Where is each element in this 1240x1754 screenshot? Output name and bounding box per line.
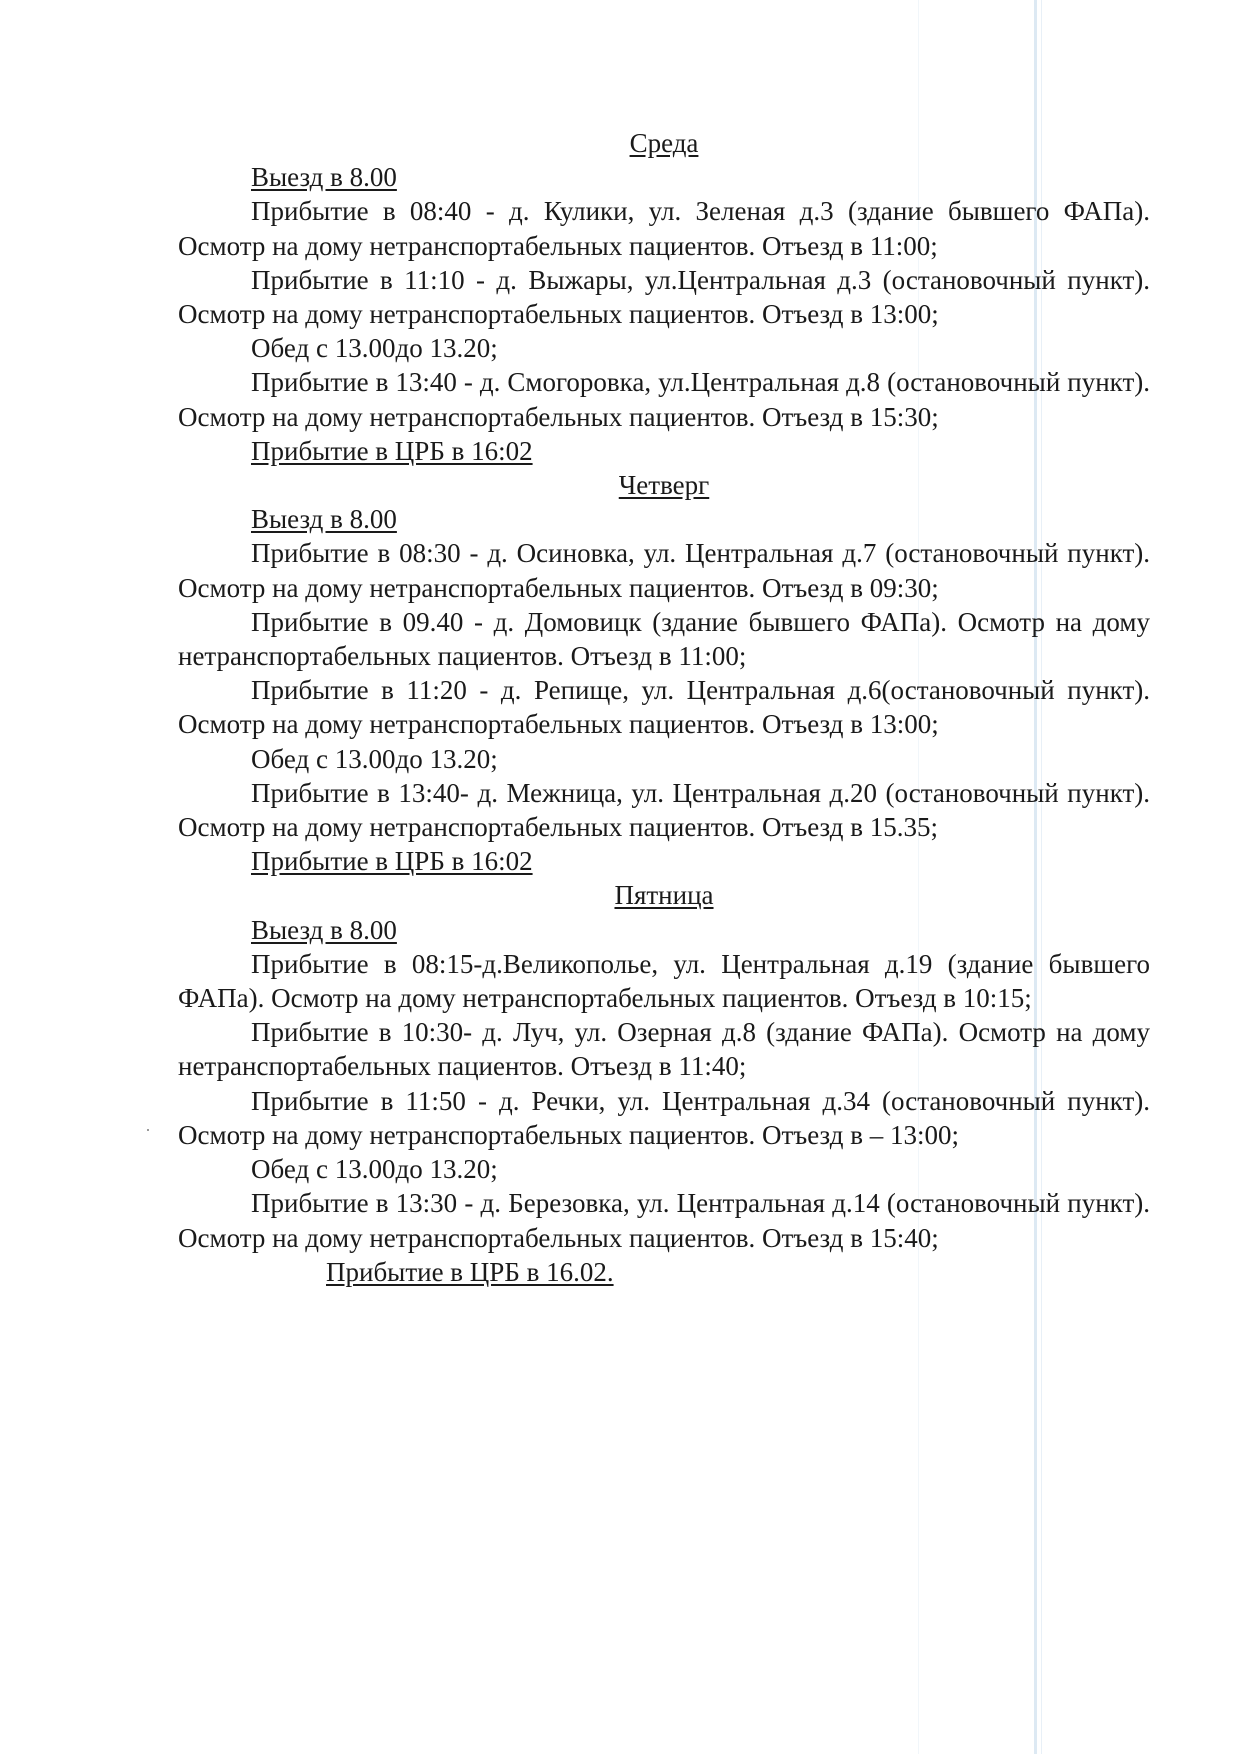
arrival-time: [178, 1255, 1150, 1289]
visit-entry: Прибытие в 13:30 - д. Березовка, ул. Центральная д.14 (остановочный пункт). Осмотр на дому нетранспортабельных пациентов. Отъезд в 15:40;: [178, 1188, 1150, 1253]
lunch-break: Обед с 13.00до 13.20;: [251, 743, 498, 774]
day-title: Среда: [629, 128, 699, 158]
visit-entry: Прибытие в 11:50 - д. Речки, ул. Центральная д.34 (остановочный пункт). Осмотр на дому нетранспортабельных пациентов. Отъезд в – 13:00;: [178, 1085, 1150, 1150]
day-title: Четверг: [618, 470, 710, 501]
day-section-friday: [178, 878, 1150, 1288]
day-section-thursday: [178, 468, 1150, 878]
arrival-text: Прибытие в ЦРБ в 16.02.: [326, 1256, 614, 1287]
visit-entry: Прибытие в 08:15-д.Великополье, ул. Центральная д.19 (здание бывшего ФАПа). Осмотр на дому нетранспортабельных пациентов. Отъезд в 10:15;: [178, 948, 1150, 1014]
arrival-time: [178, 844, 1150, 878]
arrival-text: Прибытие в ЦРБ в 16:02: [251, 846, 533, 877]
visit-entry: Прибытие в 09.40 - д. Домовицк (здание бывшего ФАПа). Осмотр на дому нетранспортабельных пациентов. Отъезд в 11:00;: [178, 606, 1150, 672]
visit-entry: Прибытие в 13:40 - д. Смогоровка, ул.Центральная д.8 (остановочный пункт). Осмотр на дому нетранспортабельных пациентов. Отъезд в 15:30;: [178, 367, 1150, 432]
arrival-text: Прибытие в ЦРБ в 16:02: [251, 435, 533, 466]
lunch-break: Обед с 13.00до 13.20;: [251, 1154, 498, 1185]
visit-entry: Прибытие в 11:20 - д. Репище, ул. Центральная д.6(остановочный пункт). Осмотр на дому нетранспортабельных пациентов. Отъезд в 13:00;: [178, 675, 1150, 740]
arrival-time: [178, 434, 1150, 468]
departure-time: Выезд в 8.00: [251, 504, 397, 535]
departure-time: Выезд в 8.00: [251, 914, 397, 945]
visit-entry: Прибытие в 08:40 - д. Кулики, ул. Зеленая д.3 (здание бывшего ФАПа). Осмотр на дому нетранспортабельных пациентов. Отъезд в 11:00;: [178, 196, 1150, 261]
visit-entry: Прибытие в 10:30- д. Луч, ул. Озерная д.8 (здание ФАПа). Осмотр на дому нетранспортабельных пациентов. Отъезд в 11:40;: [178, 1017, 1150, 1082]
visit-entry: Прибытие в 08:30 - д. Осиновка, ул. Центральная д.7 (остановочный пункт). Осмотр на дому нетранспортабельных пациентов. Отъезд в 09:30;: [178, 538, 1150, 603]
lunch-break: Обед с 13.00до 13.20;: [251, 333, 498, 364]
visit-entry: Прибытие в 13:40- д. Межница, ул. Центральная д.20 (остановочный пункт). Осмотр на дому нетранспортабельных пациентов. Отъезд в 15.35;: [178, 777, 1150, 843]
day-title: Пятница: [614, 880, 714, 911]
departure-time: Выезд в 8.00: [251, 162, 397, 193]
day-section-wednesday: [178, 126, 1150, 468]
scan-speck: [147, 1129, 149, 1131]
visit-entry: Прибытие в 11:10 - д. Выжары, ул.Центральная д.3 (остановочный пункт). Осмотр на дому нетранспортабельных пациентов. Отъезд в 13:00;: [178, 264, 1150, 330]
schedule-text: [178, 126, 1150, 1289]
